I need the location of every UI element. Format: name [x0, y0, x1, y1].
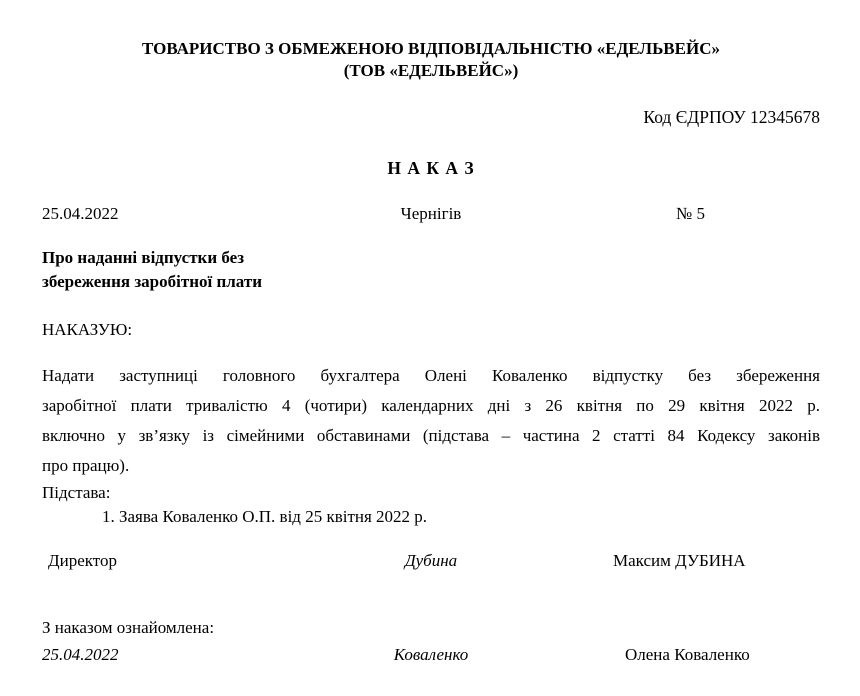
company-header	[42, 38, 820, 82]
order-number: № 5	[676, 204, 705, 223]
director-name: Максим ДУБИНА	[613, 551, 746, 570]
basis-item: 1. Заява Коваленко О.П. від 25 квітня 2022 р.	[102, 507, 428, 526]
edrpou-code: Код ЄДРПОУ 12345678	[643, 107, 820, 127]
acknowledgment-signature: Коваленко	[393, 645, 469, 664]
basis-label: Підстава:	[42, 483, 111, 502]
director-signature: Дубина	[404, 551, 458, 570]
order-city: Чернігів	[400, 204, 462, 223]
order-date: 25.04.2022	[42, 204, 119, 223]
director-position: Директор	[48, 551, 117, 570]
body-line: включно у зв’язку із сімейними обставинами (підстава – частина 2 статті 84 Кодексу законів	[42, 426, 820, 445]
order-meta-row	[42, 203, 820, 224]
acknowledgment-date: 25.04.2022	[42, 645, 119, 664]
acknowledgment-row	[42, 644, 820, 665]
acknowledgment-label: З наказом ознайомлена:	[42, 618, 215, 637]
body-line: заробітної плати тривалістю 4 (чотири) календарних дні з 26 квітня по 29 квітня 2022 р.	[42, 396, 820, 415]
director-signature-row	[42, 550, 820, 571]
order-word: НАКАЗУЮ:	[42, 320, 133, 339]
order-subject	[42, 246, 820, 294]
body-line: про працю).	[42, 456, 130, 475]
body-line: Надати заступниці головного бухгалтера Олені Коваленко відпустку без збереження	[42, 366, 820, 385]
document-title: Н А К А З	[387, 158, 475, 178]
acknowledgment-name: Олена Коваленко	[625, 645, 750, 664]
subject-line-1: Про наданні відпустки без	[42, 248, 245, 267]
company-short-name: (ТОВ «ЕДЕЛЬВЕЙС»)	[343, 61, 519, 80]
subject-line-2: збереження заробітної плати	[42, 272, 263, 291]
company-name: ТОВАРИСТВО З ОБМЕЖЕНОЮ ВІДПОВІДАЛЬНІСТЮ «ЕДЕЛЬВЕЙС»	[142, 39, 720, 58]
order-body-paragraph	[42, 361, 820, 481]
